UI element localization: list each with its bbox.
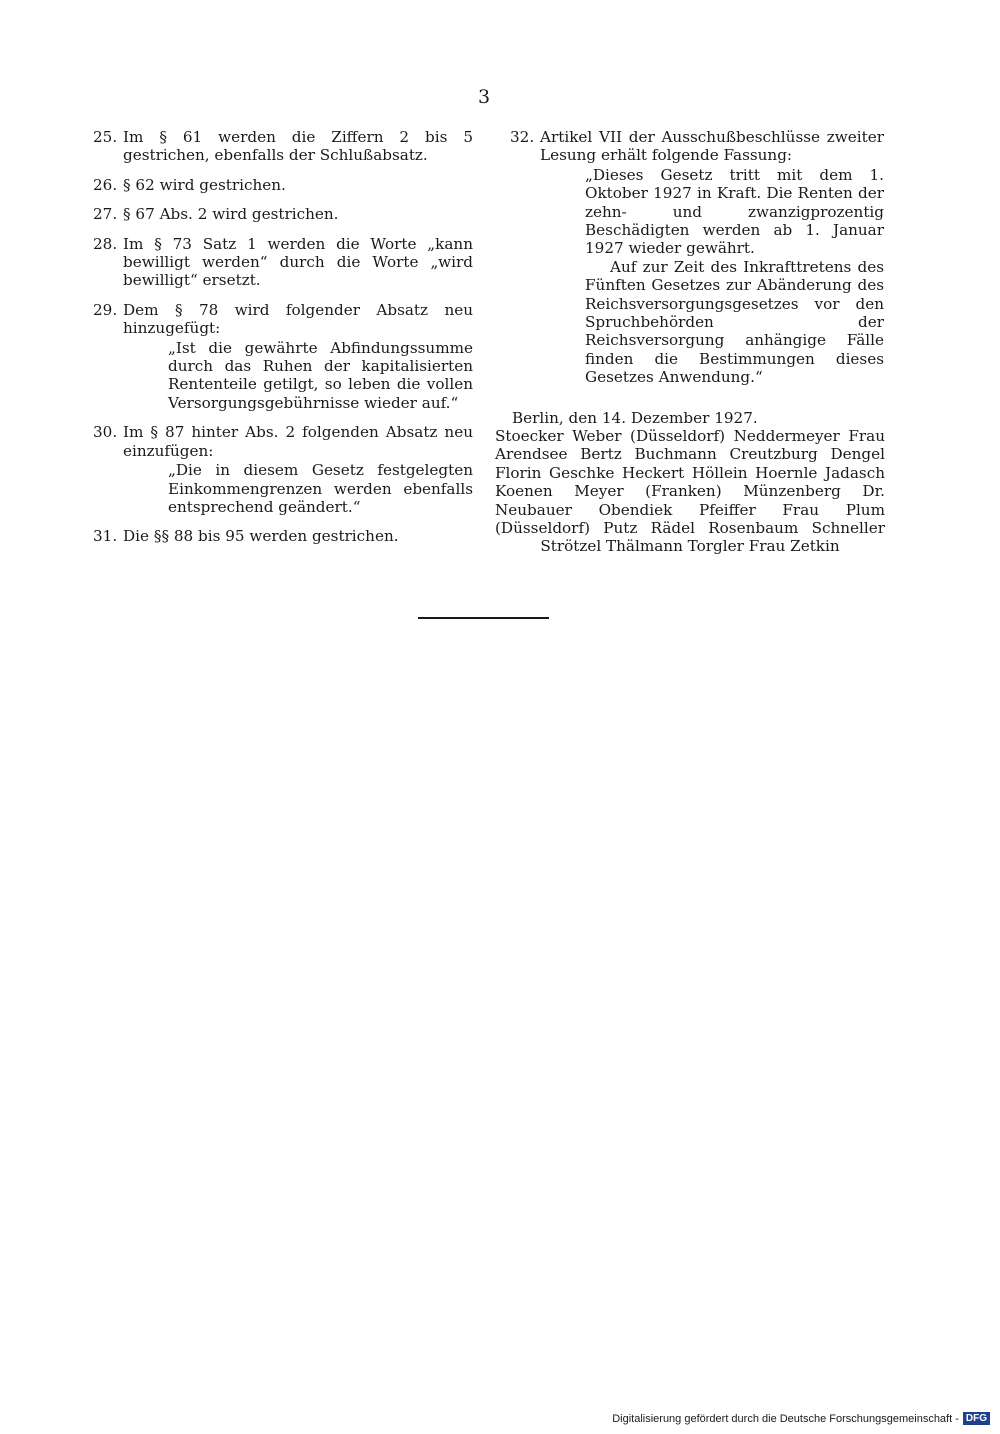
list-item	[93, 527, 473, 545]
item-text: Die §§ 88 bis 95 werden gestrichen.	[123, 527, 399, 546]
item-number: 28.	[93, 234, 118, 253]
right-column	[510, 128, 884, 427]
quote-paragraph: Auf zur Zeit des Inkrafttretens des Fünften Gesetzes zur Abänderung des Reichsversorgungsgesetzes vor den Spruchbehörden der Reichsversorgung anhängige Fälle finden die Bestimmungen dieses Gesetzes Anwendung.“	[585, 257, 884, 387]
item-quote	[540, 166, 884, 387]
item-text: Im § 61 werden die Ziffern 2 bis 5 gestrichen, ebenfalls der Schlußabsatz.	[123, 128, 473, 165]
item-body	[123, 301, 473, 412]
item-text: Artikel VII der Ausschußbeschlüsse zweiter Lesung erhält folgende Fassung:	[540, 128, 884, 165]
list-item	[510, 128, 884, 387]
left-column	[93, 128, 473, 557]
item-number: 31.	[93, 527, 118, 546]
footer-text: Digitalisierung gefördert durch die Deutsche Forschungsgemeinschaft -	[612, 1412, 959, 1425]
item-number: 32.	[510, 128, 535, 146]
item-number: 25.	[93, 128, 118, 146]
item-quote: „Ist die gewährte Abfindungssumme durch das Ruhen der kapitalisierten Rententeile getilgt, so leben die vollen Versorgungsgebührnisse wieder auf.“	[168, 338, 473, 412]
list-item	[93, 205, 473, 223]
item-quote: „Die in diesem Gesetz festgelegten Einkommengrenzen werden ebenfalls entsprechend geändert.“	[168, 461, 473, 516]
signatures: Stoecker Weber (Düsseldorf) Neddermeyer Frau Arendsee Bertz Buchmann Creutzburg Dengel Florin Geschke Heckert Höllein Hoernle Jadasch Koenen Meyer (Franken) Münzenberg Dr. Neubauer Obendiek Pfeiffer Frau Plum (Düsseldorf) Putz Rädel Rosenbaum Schneller Strötzel Thälmann Torgler Frau Zetkin	[495, 427, 885, 556]
item-text: Im § 73 Satz 1 werden die Worte „kann bewilligt werden“ durch die Worte „wird bewilligt“ ersetzt.	[123, 234, 473, 290]
quote-paragraph: „Dieses Gesetz tritt mit dem 1. Oktober 1927 in Kraft. Die Renten der zehn- und zwanzigprozentig Beschädigten werden ab 1. Januar 1927 wieder gewährt.	[585, 165, 884, 258]
page-number: 3	[477, 86, 491, 108]
item-number: 26.	[93, 175, 118, 194]
list-item	[93, 423, 473, 516]
item-text: Dem § 78 wird folgender Absatz neu hinzugefügt:	[123, 300, 473, 338]
item-number: 30.	[93, 423, 118, 442]
item-number: 27.	[93, 205, 118, 224]
item-body	[123, 423, 473, 516]
item-text: § 67 Abs. 2 wird gestrichen.	[123, 205, 339, 224]
date-line: Berlin, den 14. Dezember 1927.	[512, 408, 758, 427]
dfg-logo-icon: DFG	[963, 1412, 990, 1425]
list-item	[93, 176, 473, 194]
item-text: Im § 87 hinter Abs. 2 folgenden Absatz neu einzufügen:	[123, 423, 473, 460]
footer	[612, 1412, 990, 1425]
item-body	[540, 128, 884, 387]
list-item	[93, 128, 473, 165]
list-item	[93, 301, 473, 412]
divider-rule	[418, 617, 549, 619]
item-text: § 62 wird gestrichen.	[123, 175, 286, 194]
list-item	[93, 235, 473, 290]
item-number: 29.	[93, 300, 118, 319]
